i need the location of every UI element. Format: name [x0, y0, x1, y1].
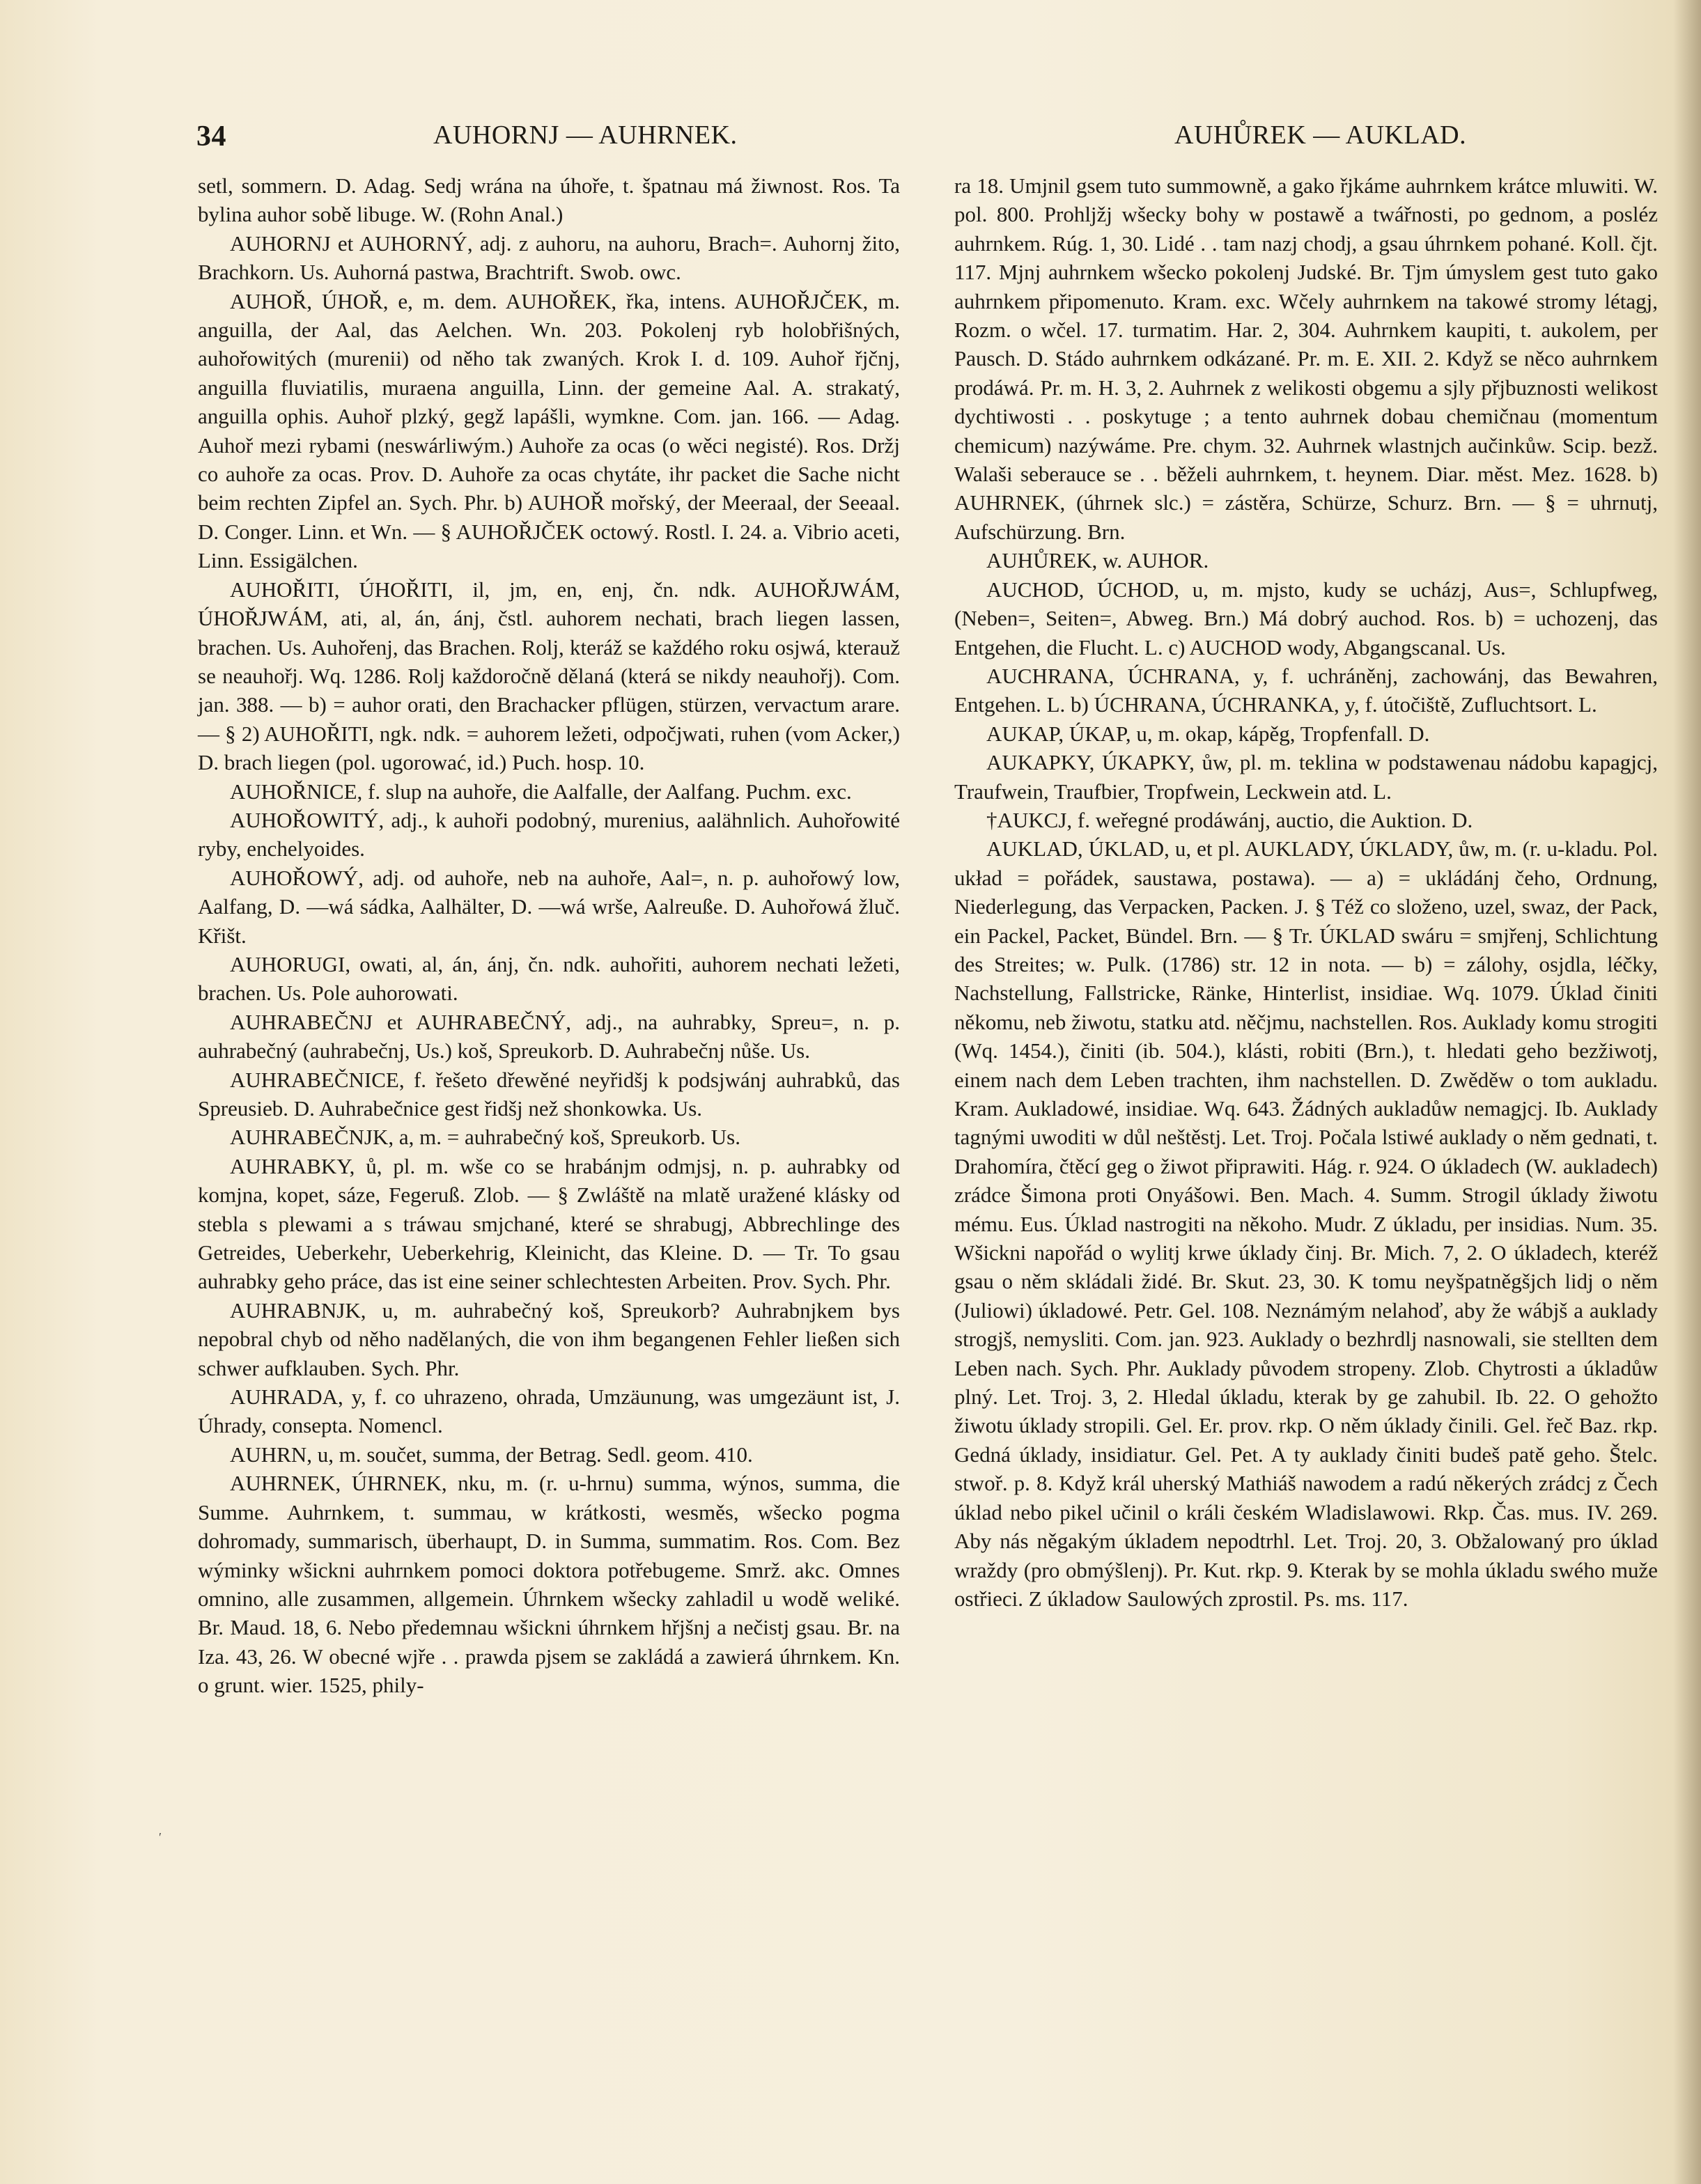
right-column — [954, 171, 1658, 1613]
entry-auhrabecnice: AUHRABEČNICE, f. řešeto dřewěné neyřidšj k podsjwánj auhrabků, das Spreusieb. D. Auhrabečnice gest řidšj než shonkowka. Us. — [198, 1067, 900, 1121]
entry-auhorowy: AUHOŘOWÝ, adj. od auhoře, neb na auhoře, Aal=, n. p. auhořowý low, Aalfang, D. —wá sádka, Aalhälter, D. —wá wrše, Aalreuße. D. Auhořowá žluč. Křišt. — [198, 865, 900, 948]
entry-auhrabecnjk: AUHRABEČNJK, a, m. = auhrabečný koš, Spreukorb. Us. — [230, 1125, 740, 1150]
running-head-right: AUHŮREK — AUKLAD. — [1174, 120, 1467, 150]
binding-shadow — [1673, 0, 1701, 2184]
entry-auhornj: AUHORNJ et AUHORNÝ, adj. z auhoru, na auhoru, Brach=. Auhornj žito, Brachkorn. Us. Auhorná pastwa, Brachtrift. Swob. owc. — [198, 231, 900, 285]
entry-aukapky: AUKAPKY, ÚKAPKY, ůw, pl. m. teklina w podstawenau nádobu kapagjcj, Traufwein, Traufbier, Tropfwein, Leckwein atd. L. — [954, 750, 1658, 804]
entry-auhrnek: AUHRNEK, ÚHRNEK, nku, m. (r. u-hrnu) summa, wýnos, summa, die Summe. Auhrnkem, t. summau, w krátkosti, wesměs, wšecko pogma dohromady, summarisch, überhaupt, D. in Summa, summatim. Ros. Com. Bez wýminky wšickni auhrnkem pomoci doktora potřebugeme. Smrž. akc. Omnes omnino, alle zusammen, allgemein. Úhrnkem wšecky zahladil u wodě weliké. Br. Maud. 18, 6. Nebo předemnau wšickni úhrnkem hřjšnj a nečistj gsau. Br. na Iza. 43, 26. W obecné wjře . . prawda pjsem se zakládá a zawierá úhrnkem. Kn. o grunt. wier. 1525, phily- — [198, 1471, 900, 1698]
entry-auhor-continued: setl, sommern. D. Adag. Sedj wrána na úhoře, t. špatnau má žiwnost. Ros. Ta bylina auhor sobě libuge. W. (Rohn Anal.) — [198, 173, 900, 227]
entry-auhrabky: AUHRABKY, ů, pl. m. wše co se hrabánjm odmjsj, n. p. auhrabky od komjna, kopet, sáze, Fegeruß. Zlob. — § Zwláště na mlatě uražené klásky od stebla s plewami a s tráwau smjchané, které se shrabugj, Abbrechlinge des Getreides, Ueberkehr, Ueberkehrig, Kleinicht, das Kleine. D. — Tr. To gsau auhrabky geho práce, das ist eine seiner schlechtesten Arbeiten. Prov. Sych. Phr. — [198, 1153, 900, 1294]
entry-auhrnek-continued: ra 18. Umjnil gsem tuto summowně, a gako řjkáme auhrnkem krátce mluwiti. W. pol. 800. Prohljžj wšecky bohy w postawě a twářnosti, po gednom, a posléz auhrnkem. Rúg. 1, 30. Lidé . . tam nazj chodj, a gsau úhrnkem pohané. Koll. čjt. 117. Mjnj auhrnkem wšecko pokolenj Judské. Br. Tjm úmyslem gest tuto gako auhrnkem připomenuto. Kram. exc. Wčely auhrnkem na takowé stromy létagj, Rozm. o wčel. 17. turmatim. Har. 2, 304. Auhrnkem kaupiti, t. aukolem, per Pausch. D. Stádo auhrnkem odkázané. Pr. m. E. XII. 2. Když se něco auhrnkem prodáwá. Pr. m. H. 3, 2. Auhrnek z welikosti obgemu a sjly přjbuznosti welikost dychtiwosti . . poskytuge ; a tento auhrnek dobau chemičnau (momentum chemicum) nazýwáme. Pre. chym. 32. Auhrnek wlastnjch aučinkůw. Scip. bezž. Walaši seberauce se . . běželi auhrnkem, t. heynem. Diar. měst. Mez. 1628. b) AUHRNEK, (úhrnek slc.) = zástěra, Schürze, Schurz. Brn. — § = uhrnutj, Aufschürzung. Brn. — [954, 173, 1658, 544]
entry-auchod: AUCHOD, ÚCHOD, u, m. mjsto, kudy se ucházj, Aus=, Schlupfweg, (Neben=, Seiten=, Abweg. Brn.) Má dobrý auchod. Ros. b) = uchozenj, das Entgehen, die Flucht. L. c) AUCHOD wody, Abgangscanal. Us. — [954, 577, 1658, 660]
entry-auhrada: AUHRADA, y, f. co uhrazeno, ohrada, Umzäunung, was umgezäunt ist, J. Úhrady, consepta. Nomencl. — [198, 1384, 900, 1438]
entry-auhor-eel: AUHOŘ, ÚHOŘ, e, m. dem. AUHOŘEK, řka, intens. AUHOŘJČEK, m. anguilla, der Aal, das Aelchen. Wn. 203. Pokolenj ryb holobřišných, auhořowitých (murenii) od něho tak zwaných. Krok I. d. 109. Auhoř řjčnj, anguilla fluviatilis, muraena anguilla, Linn. der gemeine Aal. A. strakatý, anguilla ophis. Auhoř plzký, gegž lapášli, wymkne. Com. jan. 166. — Adag. Auhoř mezi rybami (neswárliwým.) Auhoře za ocas (o wěci negisté). Ros. Držj co auhoře za ocas. Prov. D. Auhoře za ocas chytáte, ihr packet die Sache nicht beim rechten Zipfel an. Sych. Phr. b) AUHOŘ mořský, der Meeraal, der Seeaal. D. Conger. Linn. et Wn. — § AUHOŘJČEK octowý. Rostl. I. 24. a. Vibrio aceti, Linn. Essigälchen. — [198, 288, 900, 573]
left-column — [198, 171, 900, 1700]
entry-auhrn: AUHRN, u, m. součet, summa, der Betrag. Sedl. geom. 410. — [230, 1442, 753, 1467]
entry-auhrabecnj: AUHRABEČNJ et AUHRABEČNÝ, adj., na auhrabky, Spreu=, n. p. auhrabečný (auhrabečnj, Us.) koš, Spreukorb. D. Auhrabečnj nůše. Us. — [198, 1009, 900, 1063]
entry-auhrabnjk: AUHRABNJK, u, m. auhrabečný koš, Spreukorb? Auhrabnjkem bys nepobral chyb od něho nadělaných, die von ihm begangenen Fehler ließen sich schwer aufklauben. Sych. Phr. — [198, 1297, 900, 1380]
entry-auhorowity: AUHOŘOWITÝ, adj., k auhoři podobný, murenius, aalähnlich. Auhořowité ryby, enchelyoides. — [198, 807, 900, 861]
entry-auhornice: AUHOŘNICE, f. slup na auhoře, die Aalfalle, der Aalfang. Puchm. exc. — [230, 779, 852, 804]
entry-aukcj: †AUKCJ, f. weřegné prodáwánj, auctio, die Auktion. D. — [986, 807, 1473, 832]
ink-mark: ′ — [159, 1830, 162, 1844]
entry-auhurek: AUHŮREK, w. AUHOR. — [986, 548, 1209, 573]
page-number: 34 — [196, 120, 226, 153]
running-head-left: AUHORNJ — AUHRNEK. — [433, 120, 738, 150]
entry-auhorugi: AUHORUGI, owati, al, án, ánj, čn. ndk. auhořiti, auhorem nechati ležeti, brachen. Us. Pole auhorowati. — [198, 951, 900, 1006]
entry-auhoriti: AUHOŘITI, ÚHOŘITI, il, jm, en, enj, čn. ndk. AUHOŘJWÁM, ÚHOŘJWÁM, ati, al, án, ánj, čstl. auhorem nechati, brach liegen lassen, brachen. Us. Auhořenj, das Brachen. Rolj, kteráž se každého roku osjwá, kterauž se neauhořj. Wq. 1286. Rolj každoročně dělaná (která se nikdy neauhořj). Com. jan. 388. — b) = auhor orati, den Brachacker pflügen, stürzen, vervactum arare. — § 2) AUHOŘITI, ngk. ndk. = auhorem ležeti, odpočjwati, ruhen (vom Acker,) D. brach liegen (pol. ugorować, id.) Puch. hosp. 10. — [198, 577, 900, 775]
entry-auklad: AUKLAD, ÚKLAD, u, et pl. AUKLADY, ÚKLADY, ůw, m. (r. u-kladu. Pol. układ = pořádek, saustawa, postawa). — a) = ukládánj čeho, Ordnung, Niederlegung, das Verpacken, Packen. J. § Též co složeno, uzel, swaz, der Pack, ein Packel, Packet, Bündel. Brn. — § Tr. ÚKLAD swáru = smjřenj, Schlichtung des Streites; w. Pulk. (1786) str. 12 in nota. — b) = zálohy, osjdla, léčky, Nachstellung, Fallstricke, Ränke, Hinterlist, insidiae. Wq. 1079. Úklad činiti někomu, neb žiwotu, statku atd. něčjmu, nachstellen. Ros. Auklady komu strogiti (Wq. 1454.), činiti (ib. 504.), klásti, robiti (Brn.), t. hledati geho bezžiwotj, einem nach dem Leben trachten, ihm nachstellen. D. Zwěděw o tom aukladu. Kram. Aukladowé, insidiae. Wq. 643. Žádných aukladůw nemagjcj. Ib. Auklady tagnými uwoditi w důl neštěstj. Let. Troj. Počala lstiwé auklady o něm gednati, t. Drahomíra, čtěcí geg o žiwot připrawiti. Hág. r. 924. O úkladech (W. aukladech) zrádce Šimona proti Onyášowi. Ben. Mach. 4. Summ. Strogil úklady žiwotu mému. Eus. Úklad nastrogiti na někoho. Mudr. Z úkladu, per insidias. Num. 35. Wšickni napořád o wylitj krwe úklady činj. Br. Mich. 7, 2. O úkladech, kteréž gsau o něm skládali židé. Br. Skut. 23, 30. K tomu neyšpatněgšjch lidj o něm (Juliowi) úkladowé. Petr. Gel. 108. Neznámým nelahoď, aby že wábjš a auklady strogjš, nemysliti. Com. jan. 923. Auklady o bezhrdlj nasnowali, sie stellten dem Leben nach. Sych. Phr. Auklady původem stropeny. Zlob. Chytrosti a úkladůw plný. Let. Troj. 3, 2. Hledal úkladu, kterak by ge zahubil. Ib. 22. O gehožto žiwotu úklady stropili. Gel. Er. prov. rkp. O něm úklady činili. Gel. řeč Baz. rkp. Gedná úklady, insidiatur. Gel. Pet. A ty auklady činiti budeš patě geho. Štelc. stwoř. p. 8. Když král uherský Mathiáš nawodem a radú někerých zrádcj z Čech úklad nebo pikel učinil o králi českém Wladislawowi. Rkp. Čas. mus. IV. 269. Aby nás něgakým úkladem nepodtrhl. Let. Troj. 20, 3. Obžalowaný pro úklad wraždy (pro obmýšlenj). Pr. Kut. rkp. 9. Kterak by se mohla úkladu swého muže ostřieci. Z úkladow Saulowých zprostil. Ps. ms. 117. — [954, 836, 1658, 1611]
entry-auchrana: AUCHRANA, ÚCHRANA, y, f. uchráněnj, zachowánj, das Bewahren, Entgehen. L. b) ÚCHRANA, ÚCHRANKA, y, f. útočiště, Zufluchtsort. L. — [954, 663, 1658, 717]
entry-aukap: AUKAP, ÚKAP, u, m. okap, kápěg, Tropfenfall. D. — [986, 721, 1430, 746]
